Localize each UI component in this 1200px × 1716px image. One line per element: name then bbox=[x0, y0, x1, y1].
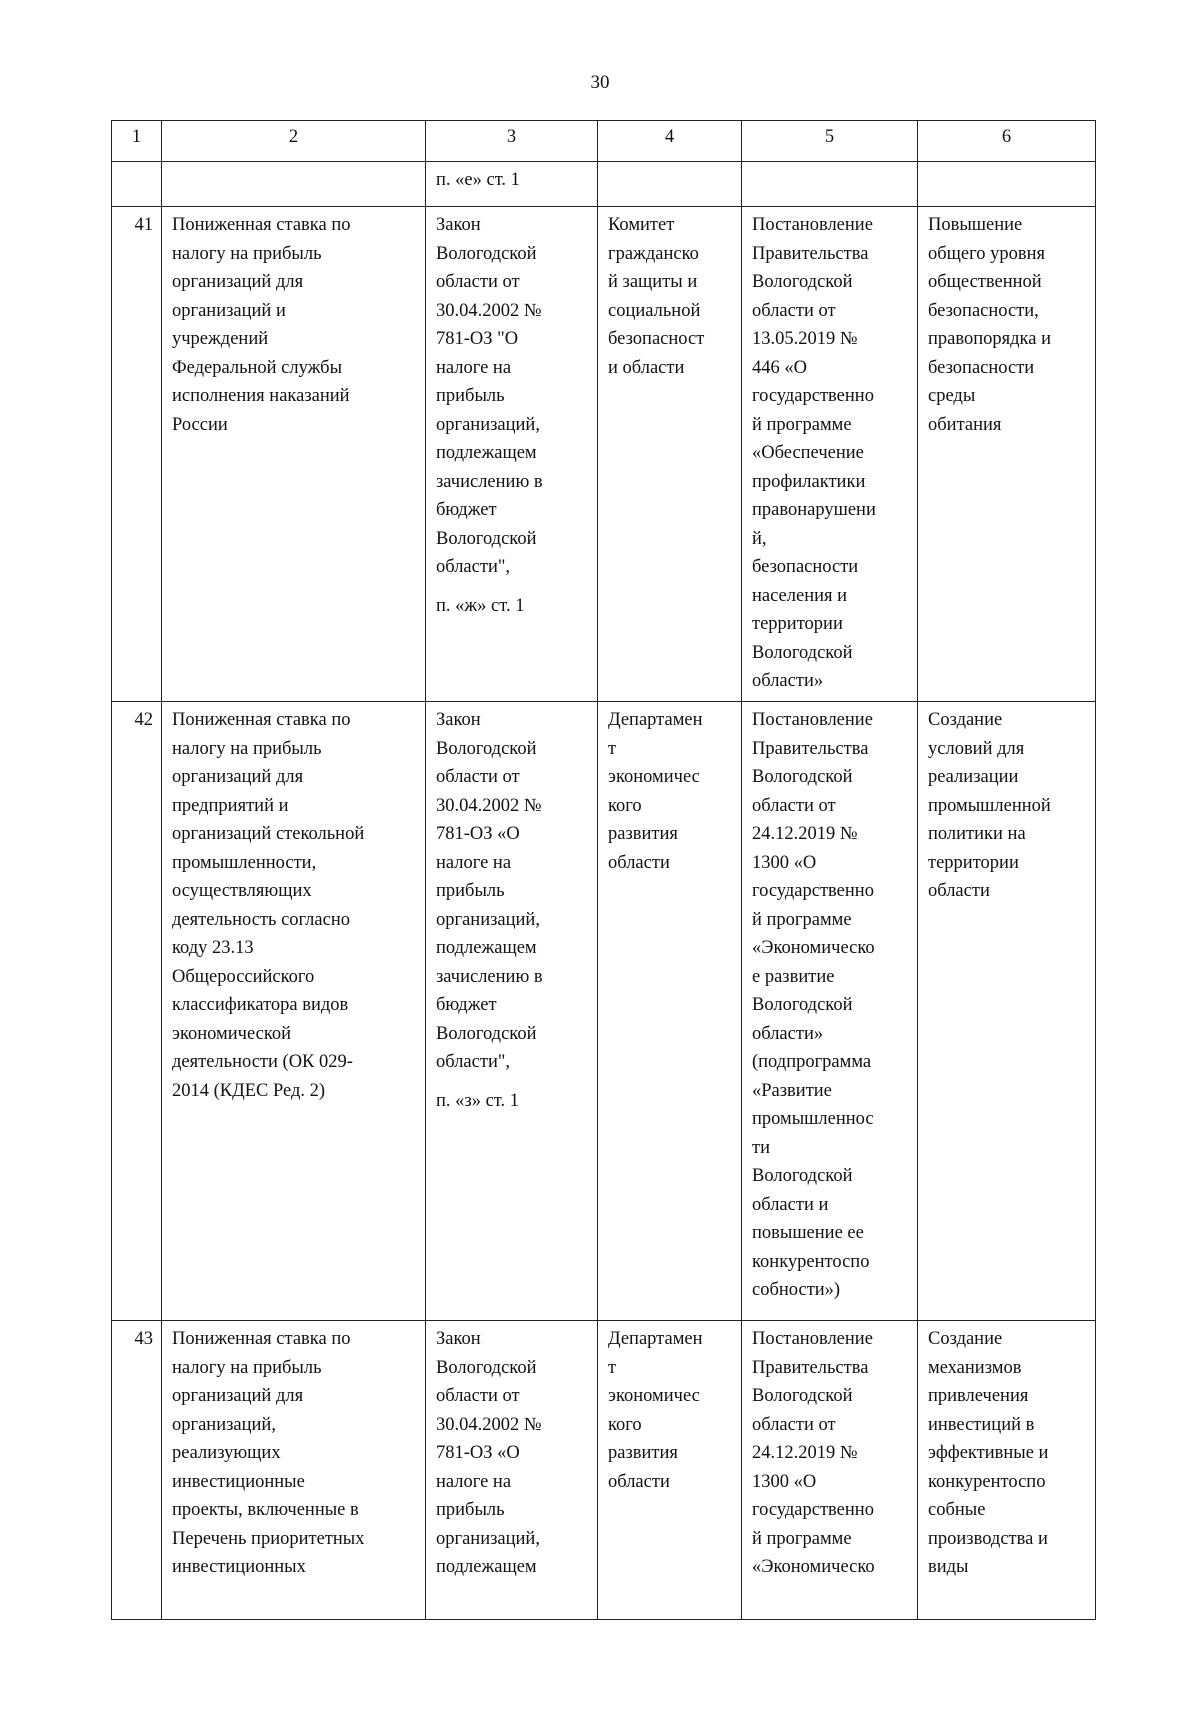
cell bbox=[112, 162, 162, 207]
cell-goal bbox=[918, 207, 1096, 702]
cell-law bbox=[426, 702, 598, 1321]
program-text: Постановление Правительства Вологодской области от 24.12.2019 № 1300 «О государственно й программе «Экономическо е развитие Вологодской области» (подпрограмма «Развитие промышленнос ти Вологодской области и повышение ее конкурентоспо собности») bbox=[752, 710, 875, 1300]
law-ref-text: п. «ж» ст. 1 bbox=[436, 595, 525, 616]
curator-text: Департамен т экономичес кого развития области bbox=[608, 710, 703, 873]
header-col-5: 5 bbox=[742, 121, 918, 162]
row-number: 42 bbox=[112, 702, 162, 1321]
program-text: Постановление Правительства Вологодской области от 24.12.2019 № 1300 «О государственно й программе «Экономическо bbox=[752, 1329, 875, 1577]
tax-benefits-table bbox=[111, 120, 1096, 1620]
description-text: Пониженная ставка по налогу на прибыль организаций для организаций и учреждений Федеральной службы исполнения наказаний России bbox=[172, 215, 351, 435]
goal-text: Создание механизмов привлечения инвестиций в эффективные и конкурентоспо собные производства и виды bbox=[928, 1329, 1049, 1577]
cell-curator bbox=[598, 1321, 742, 1620]
table-row bbox=[112, 207, 1096, 702]
cell-law-ref: п. «е» ст. 1 bbox=[426, 162, 598, 207]
cell-goal bbox=[918, 1321, 1096, 1620]
table-row bbox=[112, 702, 1096, 1321]
cell-program bbox=[742, 702, 918, 1321]
curator-text: Департамен т экономичес кого развития области bbox=[608, 1329, 703, 1492]
page-number: 30 bbox=[590, 72, 610, 93]
cell-goal bbox=[918, 702, 1096, 1321]
description-text: Пониженная ставка по налогу на прибыль организаций для организаций, реализующих инвестиционные проекты, включенные в Перечень приоритетных инвестиционных bbox=[172, 1329, 365, 1577]
cell bbox=[918, 162, 1096, 207]
header-col-1: 1 bbox=[112, 121, 162, 162]
table-row-continuation bbox=[112, 162, 1096, 207]
row-number: 41 bbox=[112, 207, 162, 702]
description-text: Пониженная ставка по налогу на прибыль организаций для предприятий и организаций стекольной промышленности, осуществляющих деятельность согласно коду 23.13 Общероссийского классификатора видов экономической деятельности (ОК 029- 2014 (КДЕС Ред. 2) bbox=[172, 710, 365, 1101]
row-number: 43 bbox=[112, 1321, 162, 1620]
law-text: Закон Вологодской области от 30.04.2002 № 781-ОЗ "О налоге на прибыль организаций, подлежащем зачислению в бюджет Вологодской области", bbox=[436, 215, 543, 577]
cell-curator bbox=[598, 207, 742, 702]
table-row bbox=[112, 1321, 1096, 1620]
goal-text: Повышение общего уровня общественной безопасности, правопорядка и безопасности среды обитания bbox=[928, 215, 1051, 435]
law-text: Закон Вологодской области от 30.04.2002 № 781-ОЗ «О налоге на прибыль организаций, подлежащем bbox=[436, 1329, 542, 1577]
header-row bbox=[112, 121, 1096, 162]
header-col-3: 3 bbox=[426, 121, 598, 162]
curator-text: Комитет гражданско й защиты и социальной безопасност и области bbox=[608, 215, 705, 378]
cell-law bbox=[426, 1321, 598, 1620]
header-col-2: 2 bbox=[162, 121, 426, 162]
cell-program bbox=[742, 1321, 918, 1620]
cell bbox=[598, 162, 742, 207]
cell bbox=[742, 162, 918, 207]
law-ref-text: п. «з» ст. 1 bbox=[436, 1090, 519, 1111]
goal-text: Создание условий для реализации промышленной политики на территории области bbox=[928, 710, 1051, 901]
program-text: Постановление Правительства Вологодской области от 13.05.2019 № 446 «О государственно й программе «Обеспечение профилактики правонарушени й, безопасности населения и территории Вологодской области» bbox=[752, 215, 876, 691]
cell bbox=[162, 162, 426, 207]
header-col-4: 4 bbox=[598, 121, 742, 162]
cell-description bbox=[162, 702, 426, 1321]
cell-law bbox=[426, 207, 598, 702]
header-col-6: 6 bbox=[918, 121, 1096, 162]
cell-program bbox=[742, 207, 918, 702]
cell-description bbox=[162, 207, 426, 702]
law-text: Закон Вологодской области от 30.04.2002 № 781-ОЗ «О налоге на прибыль организаций, подлежащем зачислению в бюджет Вологодской области", bbox=[436, 710, 543, 1072]
cell-description bbox=[162, 1321, 426, 1620]
cell-curator bbox=[598, 702, 742, 1321]
